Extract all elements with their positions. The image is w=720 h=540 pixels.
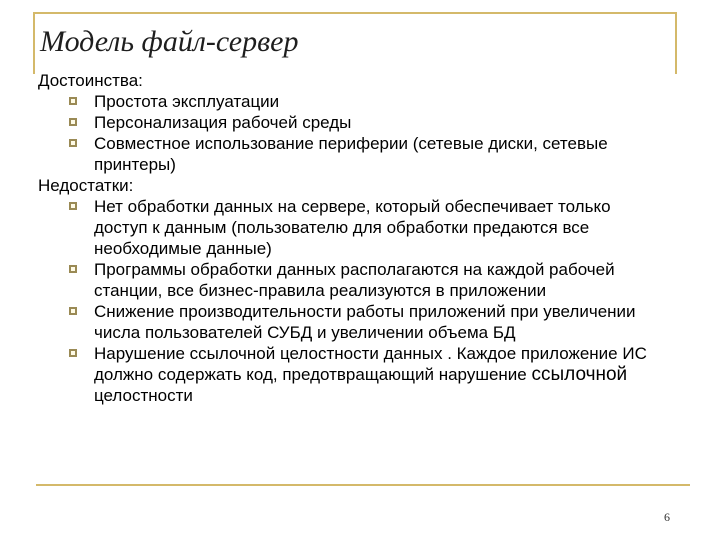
bullet-icon: [69, 97, 77, 105]
bullet-icon: [69, 265, 77, 273]
list-item: [38, 343, 668, 406]
footer-divider: [36, 484, 690, 486]
list-item: [38, 133, 668, 175]
disadvantages-heading: Недостатки:: [38, 176, 134, 195]
bullet-icon: [69, 349, 77, 357]
list-item-text: Нет обработки данных на сервере, который обеспечивает только доступ к данным (пользователю для обработки предаются все необходимые данные): [94, 197, 611, 258]
list-item-text: Снижение производительности работы приложений при увеличении числа пользователей СУБД и увеличении объема БД: [94, 302, 636, 342]
list-item: [38, 112, 668, 133]
list-item: [38, 301, 668, 343]
list-item: [38, 259, 668, 301]
title-frame-left: [33, 12, 35, 74]
title-frame-top: [33, 12, 677, 14]
list-item-emphasis: ссылочной: [531, 364, 628, 385]
slide-content: [38, 70, 668, 406]
disadvantages-list: [38, 196, 668, 406]
list-item-text: Совместное использование периферии (сетевые диски, сетевые принтеры): [94, 134, 608, 174]
bullet-icon: [69, 202, 77, 210]
list-item-text: Программы обработки данных располагаются на каждой рабочей станции, все бизнес-правила реализуются в приложении: [94, 260, 615, 300]
bullet-icon: [69, 118, 77, 126]
title-frame-right: [675, 12, 677, 74]
bullet-icon: [69, 139, 77, 147]
page-number: 6: [664, 510, 670, 524]
bullet-icon: [69, 307, 77, 315]
list-item-text: Персонализация рабочей среды: [94, 113, 352, 132]
list-item-text-part2: целостности: [94, 386, 193, 405]
list-item: [38, 91, 668, 112]
list-item-text: Простота эксплуатации: [94, 92, 280, 111]
slide-title: Модель файл-сервер: [40, 25, 299, 58]
advantages-list: [38, 91, 668, 175]
list-item: [38, 196, 668, 259]
list-item-text-part1: Нарушение ссылочной целостности данных . Каждое приложение ИС должно содержать код, предотвращающий нарушение: [94, 344, 647, 384]
advantages-heading: Достоинства:: [38, 71, 143, 90]
